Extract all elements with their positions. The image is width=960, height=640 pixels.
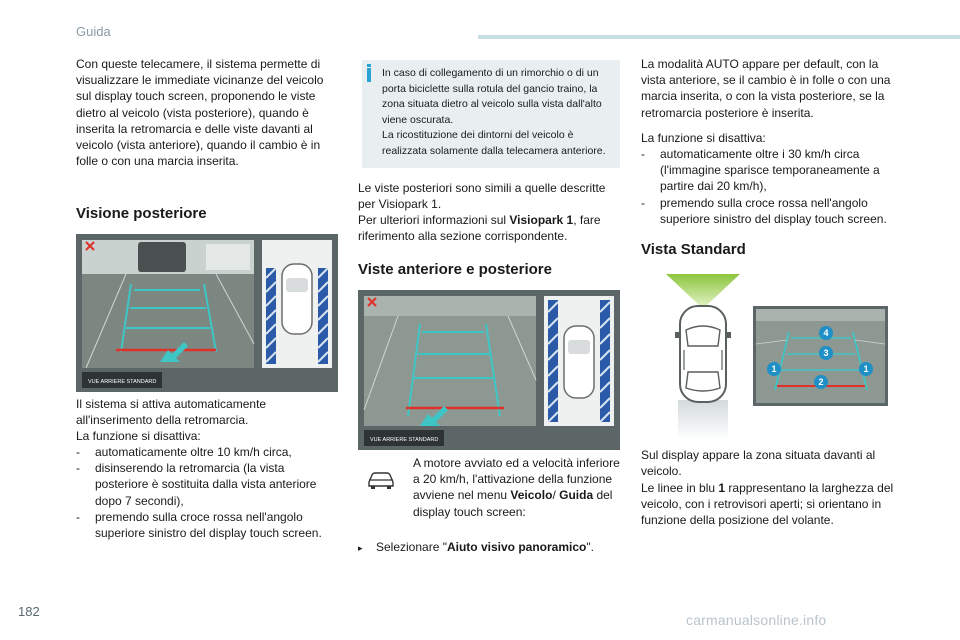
header-bar	[478, 35, 960, 39]
blue-lines-a: Le linee in blu	[641, 481, 719, 495]
heading-vista-standard: Vista Standard	[641, 241, 746, 258]
marker-2: 2	[818, 377, 824, 387]
standard-view-camera-image	[753, 306, 888, 406]
rear-deactivation-list	[76, 444, 338, 541]
marker-3: 3	[823, 348, 829, 358]
car-outline-icon	[366, 468, 396, 490]
cam-label-1: VUE ARRIERE STANDARD	[88, 379, 157, 385]
similar-views-text: Le viste posteriori sono simili a quelle descritte per Visiopark 1.	[358, 181, 606, 212]
marker-1-left: 1	[771, 364, 777, 374]
select-option: Aiuto visivo panoramico	[446, 540, 587, 554]
note-text	[382, 66, 618, 159]
marker-1-right: 1	[863, 364, 869, 374]
watermark: carmanualsonline.info	[686, 612, 827, 628]
cam-label-2: VUE ARRIERE STANDARD	[370, 437, 439, 443]
rear-camera-image	[76, 234, 338, 392]
blue-lines-number: 1	[718, 481, 726, 495]
rear-deactivation-label: La funzione si disattiva:	[76, 429, 201, 443]
ref-text-c: , fare riferimento alla sezione corrispondente.	[358, 213, 601, 244]
menu-guida: Guida	[559, 488, 594, 503]
list-item: - premendo sulla croce rossa nell'angolo superiore sinistro del display touch screen.	[76, 509, 338, 541]
list-item: - automaticamente oltre i 30 km/h circa (l'immagine sparisce temporaneamente a partire dai 20 km/h),	[641, 146, 903, 195]
note-line-2: La ricostituzione dei dintorni del veicolo è realizzata solamente dalla telecamera anteriore.	[382, 129, 606, 157]
col3-deactivation-list	[641, 146, 903, 227]
list-item: - automaticamente oltre 10 km/h circa,	[76, 444, 338, 460]
note-line-1: In caso di collegamento di un rimorchio o di un porta biciclette sulla rotula del gancio traino, la zona situata dietro al veicolo sulla vista dall'alto viene oscurata.	[382, 67, 602, 126]
motor-text-sep: /	[552, 488, 560, 503]
ref-text-a: Per ulteriori informazioni sul	[358, 213, 510, 227]
select-text-c: ".	[586, 540, 594, 554]
front-zone-text: Sul display appare la zona situata davanti al veicolo.	[641, 448, 876, 479]
col3-deactivation-label: La funzione si disattiva:	[641, 131, 766, 145]
heading-visione-posteriore: Visione posteriore	[76, 205, 207, 222]
info-icon-bar	[367, 68, 371, 82]
list-item: - disinserendo la retromarcia (la vista posteriore è sostituita dalla vista anteriore dopo 7 secondi),	[76, 460, 338, 509]
blue-lines-c: rappresentano la larghezza del veicolo, con i retrovisori aperti; si orientano in funzione della posizione del volante.	[641, 481, 894, 528]
marker-4: 4	[823, 328, 829, 338]
visiopark-reference	[358, 212, 620, 244]
motor-activation-text	[413, 455, 621, 520]
ref-text-bold: Visiopark 1	[509, 213, 574, 227]
intro-paragraph: Con queste telecamere, il sistema permette di visualizzare le immediate vicinanze del veicolo sul display touch screen, proponendo le viste dietro al veicolo (vista posteriore), quando è inserita la retromarcia e delle viste davanti al veicolo (vista anteriore), quando il cambio è in folle o con una marcia inserita.	[76, 57, 324, 169]
blue-lines-text	[641, 480, 903, 529]
heading-viste-anteriore-posteriore: Viste anteriore e posteriore	[358, 261, 552, 278]
section-title: Guida	[76, 24, 111, 39]
page-number: 182	[18, 604, 40, 619]
info-note	[362, 60, 620, 168]
arrow-right-icon: ▸	[358, 543, 363, 553]
menu-veicolo: Veicolo	[510, 488, 553, 503]
select-instruction	[358, 539, 620, 556]
motor-text-e: del display touch screen:	[413, 488, 613, 519]
car-top-view-diagram	[660, 270, 746, 440]
rear-activation-text: Il sistema si attiva automaticamente all'inserimento della retromarcia.	[76, 397, 267, 428]
front-rear-camera-image	[358, 290, 620, 450]
select-text-a: Selezionare "	[376, 540, 447, 554]
list-item: - premendo sulla croce rossa nell'angolo superiore sinistro del display touch screen.	[641, 195, 903, 227]
motor-text-a: A motore avviato ed a velocità inferiore a 20 km/h, l'attivazione della funzione avviene nel menu	[413, 456, 620, 503]
auto-mode-text: La modalità AUTO appare per default, con la vista anteriore, se il cambio è in folle o con una marcia inserita, o con la vista posteriore, se la retromarcia posteriore è inserita.	[641, 57, 891, 120]
info-icon	[367, 64, 371, 67]
